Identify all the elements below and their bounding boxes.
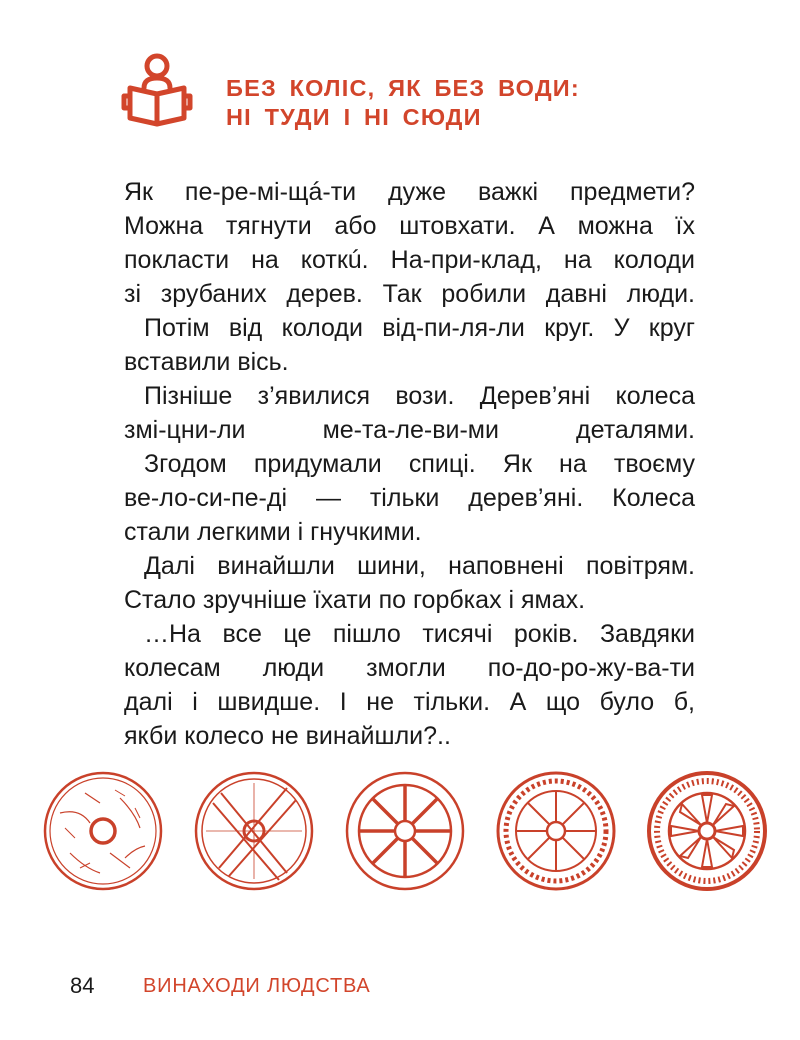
title-line-1: БЕЗ КОЛІС, ЯК БЕЗ ВОДИ: (226, 75, 580, 101)
text-line: вставили вісь. (124, 348, 289, 376)
text-line: якби колесо не винайшли?.. (124, 722, 451, 750)
text-line: ве-ло-си-пе-ді — тільки дерев’яні. Колеса (124, 484, 695, 512)
story-text (124, 175, 695, 753)
text-line: покласти на коткú. На-при-клад, на колоди (124, 246, 695, 274)
page-title (226, 74, 580, 132)
plank-wheel-icon (191, 768, 317, 894)
text-line: …На все це пішло тисячі років. Завдяки (144, 620, 695, 648)
spoked-wooden-wheel-icon (342, 768, 468, 894)
solid-wood-wheel-icon (40, 768, 166, 894)
text-line: Потім від колоди від-пи-ля-ли круг. У круг (144, 314, 695, 342)
text-line: Далі винайшли шини, наповнені повітрям. (144, 552, 695, 580)
wheel-evolution-illustration (40, 768, 770, 898)
text-line: Пізніше з’явилися вози. Дерев’яні колеса (144, 382, 695, 410)
page-number: 84 (70, 973, 95, 998)
text-line: Можна тягнути або штовхати. А можна їх (124, 212, 695, 240)
text-line: змі-цни-ли ме-та-ле-ви-ми деталями. (124, 416, 695, 444)
title-line-2: НІ ТУДИ І НІ СЮДИ (226, 104, 482, 130)
text-line: Як пе-ре-мі-щá-ти дуже важкі предмети? (124, 178, 695, 206)
text-line: Згодом придумали спиці. Як на твоєму (144, 450, 695, 478)
reader-icon (118, 52, 196, 130)
text-line: стали легкими і гнучкими. (124, 518, 422, 546)
section-header (118, 52, 738, 142)
spoked-tire-wheel-icon (493, 768, 619, 894)
modern-rim-wheel-icon (644, 768, 770, 894)
text-line: Стало зручніше їхати по горбках і ямах. (124, 586, 586, 614)
text-line: зі зрубаних дерев. Так робили давні люди. (124, 280, 695, 308)
text-line: далі і швидше. І не тільки. А що було б, (124, 688, 695, 716)
text-line: колесам люди змогли по-до-ро-жу-ва-ти (124, 654, 695, 682)
section-title: ВИНАХОДИ ЛЮДСТВА (143, 975, 371, 997)
